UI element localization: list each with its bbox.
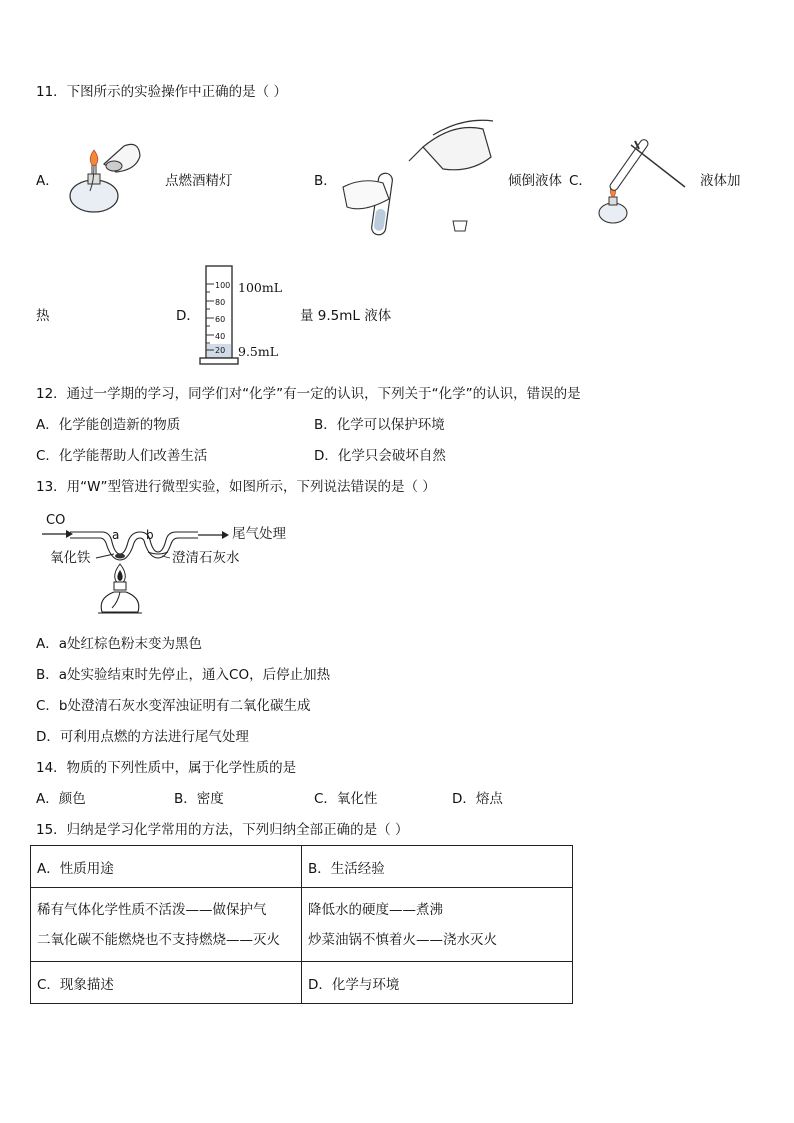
cylinder-tick-40: 40 (215, 332, 226, 341)
cylinder-tick-100: 100 (215, 281, 231, 290)
q12-stem: 12．通过一学期的学习，同学们对“化学”有一定的认识，下列关于“化学”的认识，错误的是 (36, 386, 581, 402)
table-cell-d-head: D．化学与环境 (302, 962, 573, 1004)
q15-summary-table (30, 845, 573, 1004)
q12-option-a: A．化学能创造新的物质 (36, 417, 181, 433)
q12-option-c: C．化学能帮助人们改善生活 (36, 448, 208, 464)
table-cell-b-line2: 炒菜油锅不慎着火——浇水灭火 (308, 931, 497, 948)
table-row (31, 888, 573, 962)
table-cell-b-body (302, 888, 573, 962)
diagram-limewater-label: 澄清石灰水 (172, 550, 240, 566)
table-cell-b-head: B．生活经验 (302, 846, 573, 888)
q11-option-b-label: B． (314, 173, 337, 189)
table-cell-a-head: A．性质用途 (31, 846, 302, 888)
q14-option-b: B．密度 (174, 791, 224, 807)
q14-option-a: A．颜色 (36, 791, 86, 807)
cylinder-tick-80: 80 (215, 298, 226, 307)
q11-option-c-label: C． (569, 173, 592, 189)
q14-stem: 14．物质的下列性质中，属于化学性质的是 (36, 760, 297, 776)
q15-stem: 15．归纳是学习化学常用的方法，下列归纳全部正确的是（ ） (36, 822, 409, 838)
cylinder-bottom-label: 9.5mL (238, 344, 279, 359)
q11-option-a-text: 点燃酒精灯 (165, 173, 233, 189)
table-row (31, 962, 573, 1004)
cylinder-tick-20: 20 (215, 346, 226, 355)
q11-option-c-text: 液体加 (700, 173, 741, 189)
heating-liquid-icon (595, 135, 690, 230)
table-cell-a-body (31, 888, 302, 962)
q11-option-c-text-cont: 热 (36, 308, 50, 324)
table-cell-a-line2: 二氧化碳不能燃烧也不支持燃烧——灭火 (37, 931, 280, 948)
cylinder-tick-60: 60 (215, 315, 226, 324)
q12-option-b: B．化学可以保护环境 (314, 417, 445, 433)
q14-option-c: C．氧化性 (314, 791, 378, 807)
table-cell-a-line1: 稀有气体化学性质不活泼——做保护气 (37, 901, 267, 918)
diagram-a-label: a (112, 528, 120, 542)
cylinder-top-label: 100mL (238, 280, 283, 295)
diagram-exhaust-label: 尾气处理 (232, 526, 286, 542)
q11-option-a-label: A． (36, 173, 59, 189)
diagram-iron-oxide-label: 氧化铁 (50, 550, 91, 566)
q11-option-d-text: 量 9.5mL 液体 (300, 308, 392, 324)
q14-option-d: D．熔点 (452, 791, 503, 807)
diagram-b-label: b (146, 528, 154, 542)
q13-option-a: A．a处红棕色粉末变为黑色 (36, 636, 203, 652)
q13-option-c: C．b处澄清石灰水变浑浊证明有二氧化碳生成 (36, 698, 311, 714)
q11-option-d-label: D． (176, 308, 200, 324)
q13-option-b: B．a处实验结束时先停止，通入CO，后停止加热 (36, 667, 331, 683)
diagram-co-label: CO (46, 513, 66, 528)
table-cell-c-head: C．现象描述 (31, 962, 302, 1004)
q12-option-d: D．化学只会破坏自然 (314, 448, 446, 464)
table-row (31, 846, 573, 888)
q11-option-b-text: 倾倒液体 (508, 173, 562, 189)
q13-stem: 13．用“W”型管进行微型实验，如图所示，下列说法错误的是（ ） (36, 479, 436, 495)
q13-option-d: D．可利用点燃的方法进行尾气处理 (36, 729, 249, 745)
q11-stem: 11．下图所示的实验操作中正确的是（ ） (36, 84, 287, 100)
alcohol-lamp-lighting-icon (64, 136, 144, 216)
pouring-liquid-icon (343, 117, 503, 237)
table-cell-b-line1: 降低水的硬度——煮沸 (308, 901, 443, 918)
